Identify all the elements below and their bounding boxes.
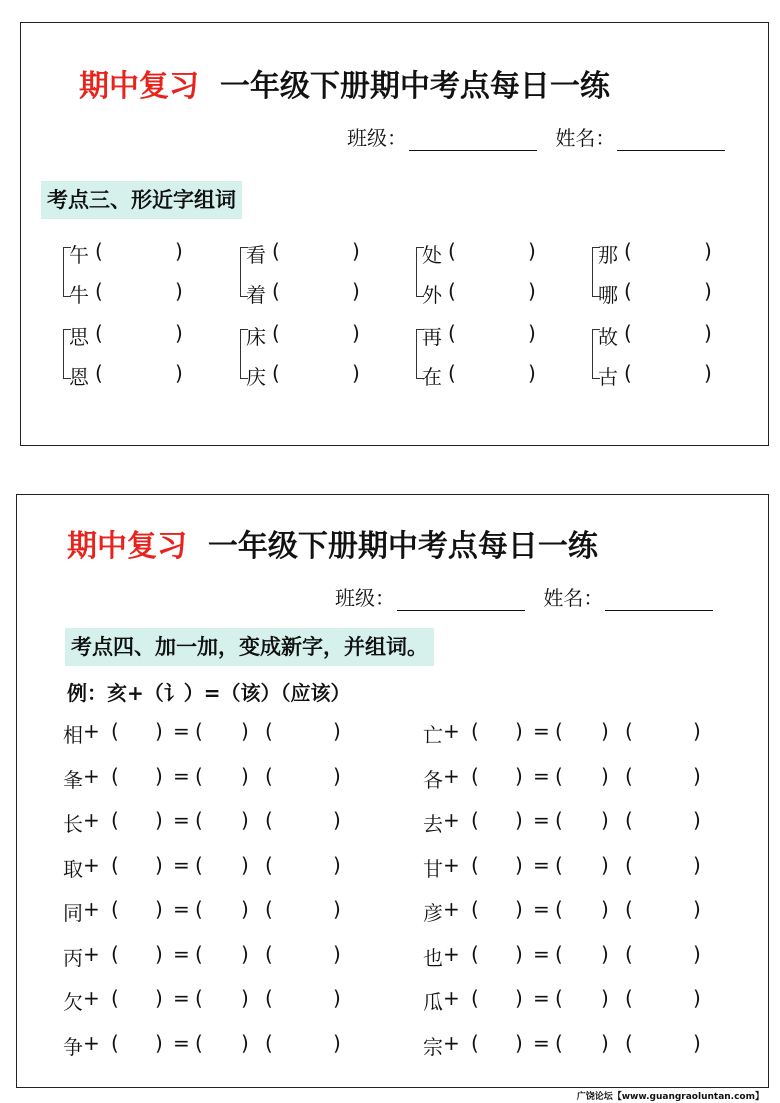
- close-paren: ): [693, 986, 701, 1010]
- close-paren: ): [693, 1030, 701, 1055]
- open-paren: (: [111, 986, 119, 1010]
- footer-source: 广饶论坛【www.guangraoluntan.com】: [576, 1092, 764, 1102]
- plus: +: [83, 1030, 100, 1055]
- open-paren: (: [111, 808, 119, 832]
- open-paren: (: [471, 719, 479, 743]
- worksheet-card-2: [16, 494, 769, 1088]
- open-paren: (: [625, 719, 633, 743]
- open-paren: (: [625, 808, 633, 832]
- close-paren: ): [333, 941, 341, 966]
- card1-name-blank[interactable]: [617, 130, 725, 151]
- open-paren: (: [555, 852, 563, 877]
- close-paren: ): [155, 763, 163, 788]
- plus: +: [83, 808, 100, 832]
- close-paren: ): [333, 719, 341, 743]
- close-paren: ): [241, 986, 249, 1010]
- base-char: 相: [63, 723, 83, 747]
- close-paren: ): [241, 808, 249, 832]
- card2-class-label: 班级：: [335, 586, 395, 610]
- plus: +: [443, 852, 460, 877]
- open-paren: (: [111, 897, 119, 921]
- group-char-bottom: 着: [246, 283, 266, 307]
- open-paren: (: [272, 321, 280, 345]
- card1-name-label: 姓名：: [555, 126, 616, 150]
- open-paren: (: [625, 1030, 633, 1055]
- open-paren: (: [272, 239, 280, 263]
- plus: +: [83, 852, 100, 877]
- open-paren: (: [265, 986, 273, 1010]
- group-char-bottom: 哪: [598, 283, 618, 307]
- open-paren: (: [265, 1030, 273, 1055]
- close-paren: ): [693, 808, 701, 832]
- group-char-bottom: 牛: [69, 283, 89, 307]
- open-paren: (: [448, 321, 456, 345]
- open-paren: (: [265, 852, 273, 877]
- close-paren: ): [241, 719, 249, 743]
- close-paren: ): [515, 763, 523, 788]
- close-paren: ): [155, 1030, 163, 1055]
- close-paren: ): [155, 986, 163, 1010]
- group-char-top: 处: [422, 243, 442, 267]
- open-paren: (: [265, 719, 273, 743]
- open-paren: (: [111, 1030, 119, 1055]
- close-paren: ): [601, 808, 609, 832]
- close-paren: ): [333, 763, 341, 788]
- close-paren: ): [515, 852, 523, 877]
- close-paren: ): [175, 361, 183, 385]
- close-paren: ): [601, 852, 609, 877]
- equals: =: [533, 1030, 550, 1055]
- open-paren: (: [624, 361, 632, 385]
- open-paren: (: [265, 941, 273, 966]
- base-char: 丙: [63, 945, 83, 970]
- card1-title: [79, 61, 610, 105]
- close-paren: ): [352, 361, 360, 385]
- card2-topic: 考点四、加一加，变成新字，并组词。: [65, 628, 434, 666]
- base-char: 去: [423, 812, 443, 836]
- open-paren: (: [624, 279, 632, 303]
- close-paren: ): [515, 897, 523, 921]
- equals: =: [173, 986, 190, 1010]
- close-paren: ): [601, 941, 609, 966]
- base-char: 也: [423, 945, 443, 970]
- base-char: 取: [63, 856, 83, 881]
- open-paren: (: [195, 941, 203, 966]
- char-group: [240, 321, 370, 411]
- base-char: 争: [63, 1034, 83, 1059]
- plus: +: [443, 897, 460, 921]
- open-paren: (: [555, 897, 563, 921]
- card1-class-label: 班级：: [347, 126, 407, 150]
- equals: =: [173, 897, 190, 921]
- close-paren: ): [515, 719, 523, 743]
- close-paren: ): [693, 763, 701, 788]
- card2-name-blank[interactable]: [605, 590, 713, 611]
- group-char-bottom: 外: [422, 283, 442, 307]
- close-paren: ): [601, 897, 609, 921]
- char-group: [416, 239, 546, 329]
- group-char-top: 那: [598, 243, 618, 267]
- equals: =: [533, 808, 550, 832]
- example-line: 例：亥+（讠）=（该）（应该）: [67, 681, 351, 705]
- close-paren: ): [333, 808, 341, 832]
- close-paren: ): [601, 763, 609, 788]
- card1-title-red: 期中复习: [79, 69, 199, 104]
- group-char-top: 思: [69, 325, 89, 349]
- close-paren: ): [352, 321, 360, 345]
- plus: +: [443, 763, 460, 788]
- base-char: 宗: [423, 1034, 443, 1059]
- close-paren: ): [693, 719, 701, 743]
- open-paren: (: [195, 897, 203, 921]
- open-paren: (: [272, 279, 280, 303]
- close-paren: ): [601, 719, 609, 743]
- card2-title: [67, 521, 598, 565]
- open-paren: (: [95, 321, 103, 345]
- worksheet-card-1: [20, 22, 769, 446]
- char-group: [240, 239, 370, 329]
- open-paren: (: [95, 239, 103, 263]
- open-paren: (: [625, 941, 633, 966]
- close-paren: ): [333, 897, 341, 921]
- card1-class-blank[interactable]: [409, 130, 537, 151]
- close-paren: ): [704, 321, 712, 345]
- close-paren: ): [155, 719, 163, 743]
- card1-topic: 考点三、形近字组词: [41, 181, 242, 219]
- close-paren: ): [175, 321, 183, 345]
- open-paren: (: [471, 1030, 479, 1055]
- plus: +: [443, 719, 460, 743]
- card2-title-red: 期中复习: [67, 529, 187, 564]
- plus: +: [443, 941, 460, 966]
- open-paren: (: [111, 763, 119, 788]
- equals: =: [173, 852, 190, 877]
- open-paren: (: [625, 852, 633, 877]
- group-char-top: 再: [422, 325, 442, 349]
- open-paren: (: [555, 941, 563, 966]
- char-group: [63, 239, 193, 329]
- open-paren: (: [195, 852, 203, 877]
- open-paren: (: [95, 279, 103, 303]
- equals: =: [173, 808, 190, 832]
- plus: +: [83, 941, 100, 966]
- equals: =: [173, 941, 190, 966]
- close-paren: ): [601, 986, 609, 1010]
- open-paren: (: [555, 808, 563, 832]
- card2-info: [335, 582, 713, 611]
- close-paren: ): [528, 361, 536, 385]
- close-paren: ): [241, 1030, 249, 1055]
- group-char-bottom: 古: [598, 365, 618, 389]
- equals: =: [533, 986, 550, 1010]
- base-char: 各: [423, 767, 443, 792]
- open-paren: (: [625, 897, 633, 921]
- plus: +: [83, 719, 100, 743]
- card2-class-blank[interactable]: [397, 590, 525, 611]
- open-paren: (: [471, 986, 479, 1010]
- close-paren: ): [515, 986, 523, 1010]
- plus: +: [83, 763, 100, 788]
- close-paren: ): [601, 1030, 609, 1055]
- base-char: 彦: [423, 901, 443, 925]
- close-paren: ): [515, 1030, 523, 1055]
- close-paren: ): [515, 808, 523, 832]
- open-paren: (: [624, 239, 632, 263]
- close-paren: ): [693, 897, 701, 921]
- open-paren: (: [195, 763, 203, 788]
- char-group: [592, 239, 722, 329]
- base-char: 夆: [63, 767, 83, 792]
- equals: =: [173, 719, 190, 743]
- close-paren: ): [528, 321, 536, 345]
- equals: =: [173, 763, 190, 788]
- base-char: 同: [63, 901, 83, 925]
- card1-info: [347, 122, 725, 151]
- open-paren: (: [555, 719, 563, 743]
- char-group: [416, 321, 546, 411]
- plus: +: [443, 1030, 460, 1055]
- group-char-bottom: 恩: [69, 365, 89, 389]
- plus: +: [83, 986, 100, 1010]
- close-paren: ): [155, 808, 163, 832]
- close-paren: ): [352, 239, 360, 263]
- close-paren: ): [155, 852, 163, 877]
- close-paren: ): [241, 852, 249, 877]
- equals: =: [533, 852, 550, 877]
- base-char: 甘: [423, 856, 443, 881]
- open-paren: (: [471, 941, 479, 966]
- close-paren: ): [704, 361, 712, 385]
- equals: =: [533, 763, 550, 788]
- close-paren: ): [155, 897, 163, 921]
- base-char: 亡: [423, 723, 443, 747]
- open-paren: (: [555, 986, 563, 1010]
- close-paren: ): [704, 279, 712, 303]
- open-paren: (: [625, 986, 633, 1010]
- open-paren: (: [448, 279, 456, 303]
- open-paren: (: [111, 941, 119, 966]
- group-char-bottom: 庆: [246, 365, 266, 389]
- open-paren: (: [265, 808, 273, 832]
- open-paren: (: [195, 986, 203, 1010]
- open-paren: (: [555, 1030, 563, 1055]
- open-paren: (: [111, 719, 119, 743]
- open-paren: (: [265, 763, 273, 788]
- open-paren: (: [471, 808, 479, 832]
- open-paren: (: [272, 361, 280, 385]
- char-group: [63, 321, 193, 411]
- open-paren: (: [111, 852, 119, 877]
- plus: +: [83, 897, 100, 921]
- equals: =: [533, 897, 550, 921]
- close-paren: ): [155, 941, 163, 966]
- open-paren: (: [195, 719, 203, 743]
- open-paren: (: [95, 361, 103, 385]
- group-char-top: 床: [246, 325, 266, 349]
- group-char-top: 故: [598, 325, 618, 349]
- group-char-top: 看: [246, 243, 266, 267]
- close-paren: ): [333, 1030, 341, 1055]
- card2-name-label: 姓名：: [543, 586, 604, 610]
- open-paren: (: [195, 1030, 203, 1055]
- char-group: [592, 321, 722, 411]
- equals: =: [533, 941, 550, 966]
- open-paren: (: [448, 361, 456, 385]
- close-paren: ): [333, 852, 341, 877]
- group-char-top: 午: [69, 243, 89, 267]
- open-paren: (: [625, 763, 633, 788]
- base-char: 欠: [63, 990, 83, 1014]
- equals: =: [533, 719, 550, 743]
- open-paren: (: [471, 852, 479, 877]
- plus: +: [443, 808, 460, 832]
- open-paren: (: [448, 239, 456, 263]
- open-paren: (: [624, 321, 632, 345]
- open-paren: (: [265, 897, 273, 921]
- close-paren: ): [528, 279, 536, 303]
- close-paren: ): [241, 941, 249, 966]
- close-paren: ): [241, 897, 249, 921]
- close-paren: ): [515, 941, 523, 966]
- close-paren: ): [528, 239, 536, 263]
- card2-title-main: 一年级下册期中考点每日一练: [207, 529, 598, 564]
- close-paren: ): [175, 279, 183, 303]
- close-paren: ): [693, 941, 701, 966]
- group-char-bottom: 在: [422, 365, 442, 389]
- base-char: 瓜: [423, 990, 443, 1014]
- close-paren: ): [693, 852, 701, 877]
- close-paren: ): [175, 239, 183, 263]
- open-paren: (: [471, 897, 479, 921]
- card1-title-main: 一年级下册期中考点每日一练: [219, 69, 610, 104]
- close-paren: ): [333, 986, 341, 1010]
- equals: =: [173, 1030, 190, 1055]
- base-char: 长: [63, 812, 83, 836]
- open-paren: (: [195, 808, 203, 832]
- close-paren: ): [704, 239, 712, 263]
- open-paren: (: [555, 763, 563, 788]
- close-paren: ): [241, 763, 249, 788]
- open-paren: (: [471, 763, 479, 788]
- plus: +: [443, 986, 460, 1010]
- close-paren: ): [352, 279, 360, 303]
